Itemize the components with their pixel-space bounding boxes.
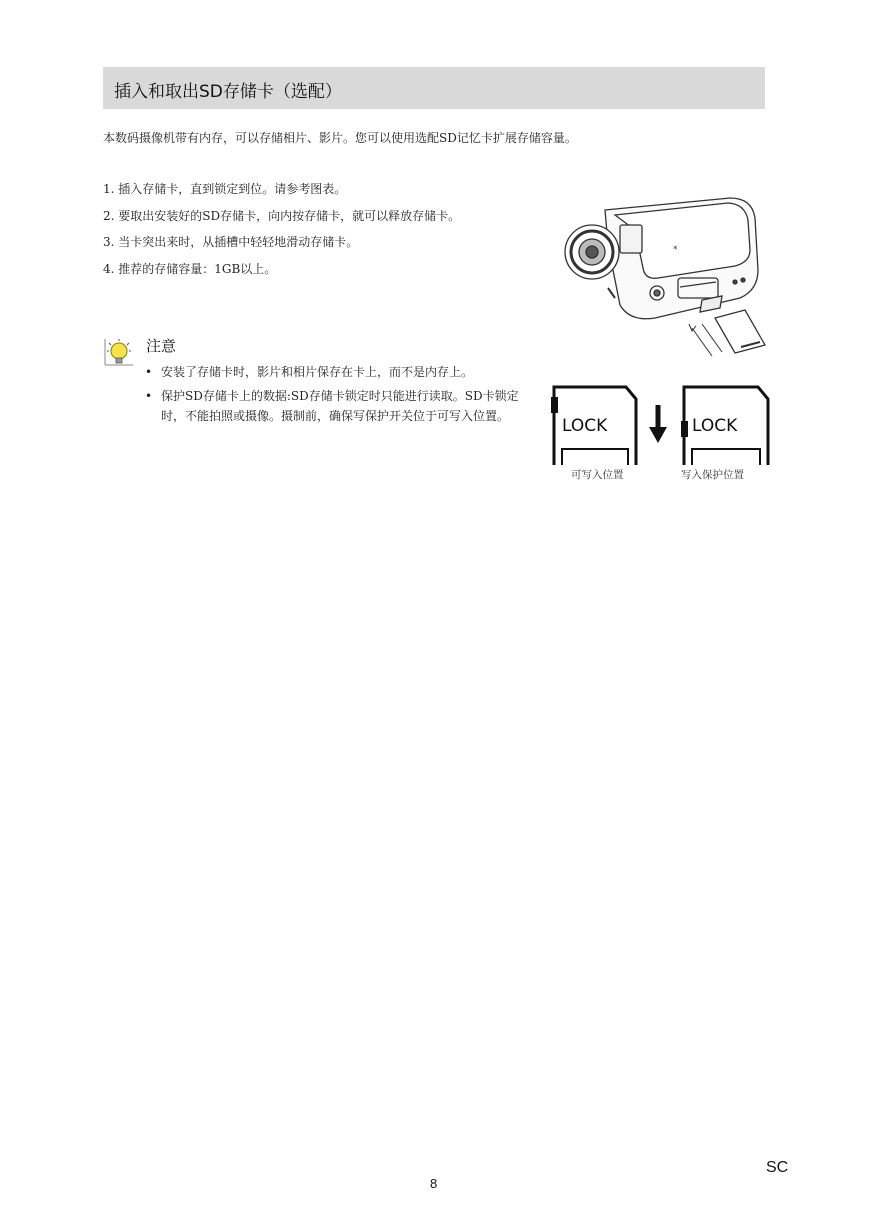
note-bullet-item <box>145 386 540 426</box>
note-bullet-text: 安装了存储卡时，影片和相片保存在卡上，而不是内存上。 <box>161 365 474 379</box>
lock-label-right: LOCK <box>692 416 738 436</box>
svg-text:*: * <box>673 245 678 255</box>
lock-label-left: LOCK <box>562 416 608 436</box>
bullet-marker: • <box>145 389 153 403</box>
step-item: 4. 推荐的存储容量：1GB以上。 <box>103 261 277 276</box>
section-title: 插入和取出SD存储卡（选配） <box>114 82 342 102</box>
step-item: 3. 当卡突出来时，从插槽中轻轻地滑动存储卡。 <box>103 235 359 249</box>
bullet-marker: • <box>145 365 153 379</box>
note-bullet-item <box>145 362 540 382</box>
lock-tab-unlocked <box>551 397 558 413</box>
language-tag: SC <box>766 1159 789 1176</box>
lock-switch-figure <box>548 383 770 467</box>
lock-tab-locked <box>681 421 688 437</box>
camera-illustration <box>560 190 775 360</box>
caption-writable: 可写入位置 <box>571 469 624 481</box>
page-number: 8 <box>430 1176 438 1191</box>
step-item: 1. 插入存储卡，直到锁定到位。请参考图表。 <box>103 182 347 196</box>
lightbulb-icon <box>103 337 135 367</box>
note-bullet-text: 保护SD存储卡上的数据:SD存储卡锁定时只能进行读取。SD卡锁定时，不能拍照或摄像。摄制前，确保写保护开关位于可写入位置。 <box>161 389 519 423</box>
steps-list <box>103 180 460 286</box>
note-bullets <box>145 362 540 430</box>
note-title: 注意 <box>146 337 177 355</box>
section-header <box>103 67 765 109</box>
caption-write-protected: 写入保护位置 <box>681 469 744 481</box>
intro-paragraph: 本数码摄像机带有内存，可以存储相片、影片。您可以使用选配SD记忆卡扩展存储容量。 <box>103 131 577 145</box>
step-item: 2. 要取出安装好的SD存储卡，向内按存储卡，就可以释放存储卡。 <box>103 208 461 223</box>
